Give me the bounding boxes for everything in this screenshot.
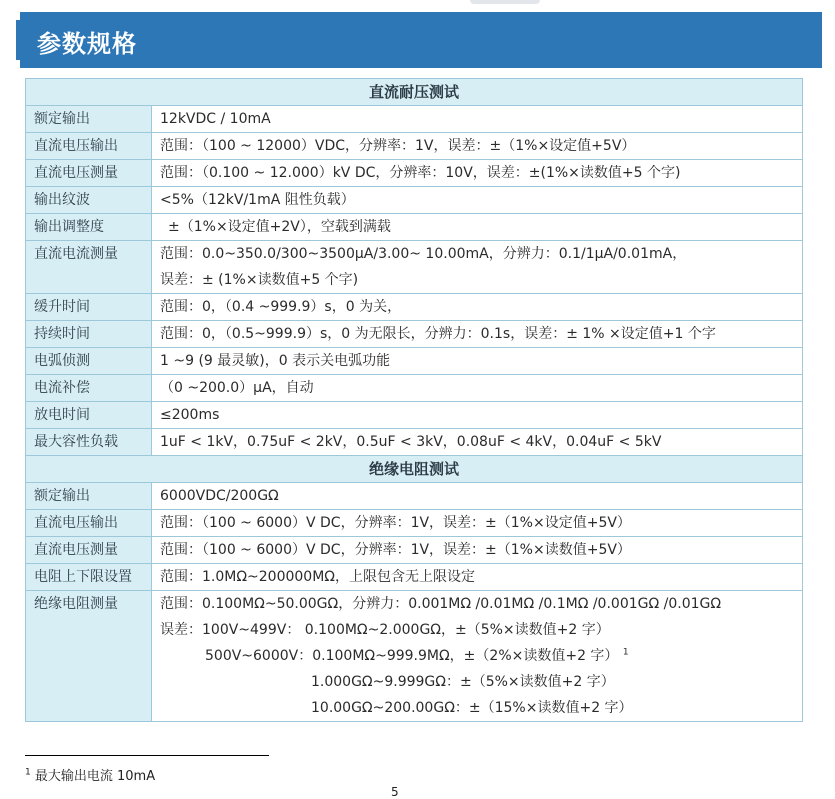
section-title: 直流耐压测试 (26, 79, 803, 106)
row-label: 绝缘电阻测量 (26, 591, 152, 722)
page-number: 5 (391, 785, 399, 799)
row-value: 范围：（100 ~ 12000）VDC，分辨率：1V，误差：±（1%×设定值+5V） (152, 133, 803, 160)
table-row (26, 214, 803, 241)
section-header-row (26, 79, 803, 106)
row-value: 范围：1.0MΩ~200000MΩ，上限包含无上限设定 (152, 564, 803, 591)
row-label: 直流电压测量 (26, 160, 152, 187)
table-row (26, 375, 803, 402)
multiline-detail: 500V~6000V：0.100MΩ~999.9MΩ，±（2%×读数值+2 字） $^1$ (205, 647, 629, 664)
footnote (25, 765, 155, 784)
table-row (26, 133, 803, 160)
row-value: 1 ~9 (9 最灵敏)，0 表示关电弧功能 (152, 348, 803, 375)
row-value: 范围：0，（0.5~999.9）s，0 为无限长，分辨力：0.1s，误差：± 1% ×设定值+1 个字 (152, 321, 803, 348)
footnote-divider (25, 755, 269, 756)
table-row (26, 429, 803, 456)
row-label: 持续时间 (26, 321, 152, 348)
table-row (26, 160, 803, 187)
row-label: 直流电压输出 (26, 510, 152, 537)
row-value: ±（1%×设定值+2V），空载到满载 (152, 214, 803, 241)
row-label: 电弧侦测 (26, 348, 152, 375)
page-title: 参数规格 (37, 30, 137, 58)
table-row (26, 241, 803, 294)
row-value: ≤200ms (152, 402, 803, 429)
row-label: 直流电压测量 (26, 537, 152, 564)
table-row (26, 294, 803, 321)
table-row (26, 510, 803, 537)
row-value: <5%（12kV/1mA 阻性负载） (152, 187, 803, 214)
spec-table (25, 78, 803, 722)
row-value: 12kVDC / 10mA (152, 106, 803, 133)
table-row (26, 402, 803, 429)
row-label: 额定输出 (26, 483, 152, 510)
table-row (26, 537, 803, 564)
table-row (26, 187, 803, 214)
row-value: 范围：（100 ~ 6000）V DC，分辨率：1V，误差：±（1%×设定值+5V） (152, 510, 803, 537)
row-label: 输出调整度 (26, 214, 152, 241)
footnote-marker: 1 (25, 767, 31, 778)
table-row (26, 106, 803, 133)
row-label: 输出纹波 (26, 187, 152, 214)
row-value: 范围：（100 ~ 6000）V DC，分辨率：1V，误差：±（1%×读数值+5V） (152, 537, 803, 564)
header-band (20, 12, 822, 68)
row-label: 缓升时间 (26, 294, 152, 321)
table-row (26, 483, 803, 510)
table-row (26, 321, 803, 348)
table-row (26, 564, 803, 591)
row-label: 电流补偿 (26, 375, 152, 402)
row-label: 直流电流测量 (26, 241, 152, 294)
section-title: 绝缘电阻测试 (26, 456, 803, 483)
header-logo-fragment (470, 0, 540, 4)
table-row (26, 591, 803, 722)
row-label: 电阻上下限设置 (26, 564, 152, 591)
row-label: 直流电压输出 (26, 133, 152, 160)
row-label: 额定输出 (26, 106, 152, 133)
table-row (26, 348, 803, 375)
row-value: 1uF < 1kV，0.75uF < 2kV，0.5uF < 3kV，0.08uF < 4kV，0.04uF < 5kV (152, 429, 803, 456)
row-value: 范围：（0.100 ~ 12.000）kV DC，分辨率：10V，误差：±(1%×读数值+5 个字) (152, 160, 803, 187)
row-label: 放电时间 (26, 402, 152, 429)
footnote-ref: 1 (622, 647, 629, 658)
row-value: 范围：0，（0.4 ~999.9）s，0 为关， (152, 294, 803, 321)
row-value: 6000VDC/200GΩ (152, 483, 803, 510)
row-value: 范围：0.0~350.0/300~3500μA/3.00~ 10.00mA，分辨力：0.1/1μA/0.01mA， 误差：± (1%×读数值+5 个字) (152, 241, 803, 294)
row-value: （0 ~200.0）μA，自动 (152, 375, 803, 402)
row-value: 范围：0.100MΩ~50.00GΩ，分辨力：0.001MΩ /0.01MΩ /0.1MΩ /0.001GΩ /0.01GΩ 误差：100V~499V： 0.100MΩ~2.000GΩ，±（5%×读数值+2 字） 500V~6000V：0.100MΩ~999.9MΩ，±（2%×读数值+2 字） $^1$ 1.000GΩ~9.999GΩ：±（5%×读数值+2 字） 10.00GΩ~200.00GΩ：±（15%×读数值+2 字） (152, 591, 803, 722)
footnote-text: 最大输出电流 10mA (34, 769, 156, 784)
row-label: 最大容性负载 (26, 429, 152, 456)
section-header-row (26, 456, 803, 483)
